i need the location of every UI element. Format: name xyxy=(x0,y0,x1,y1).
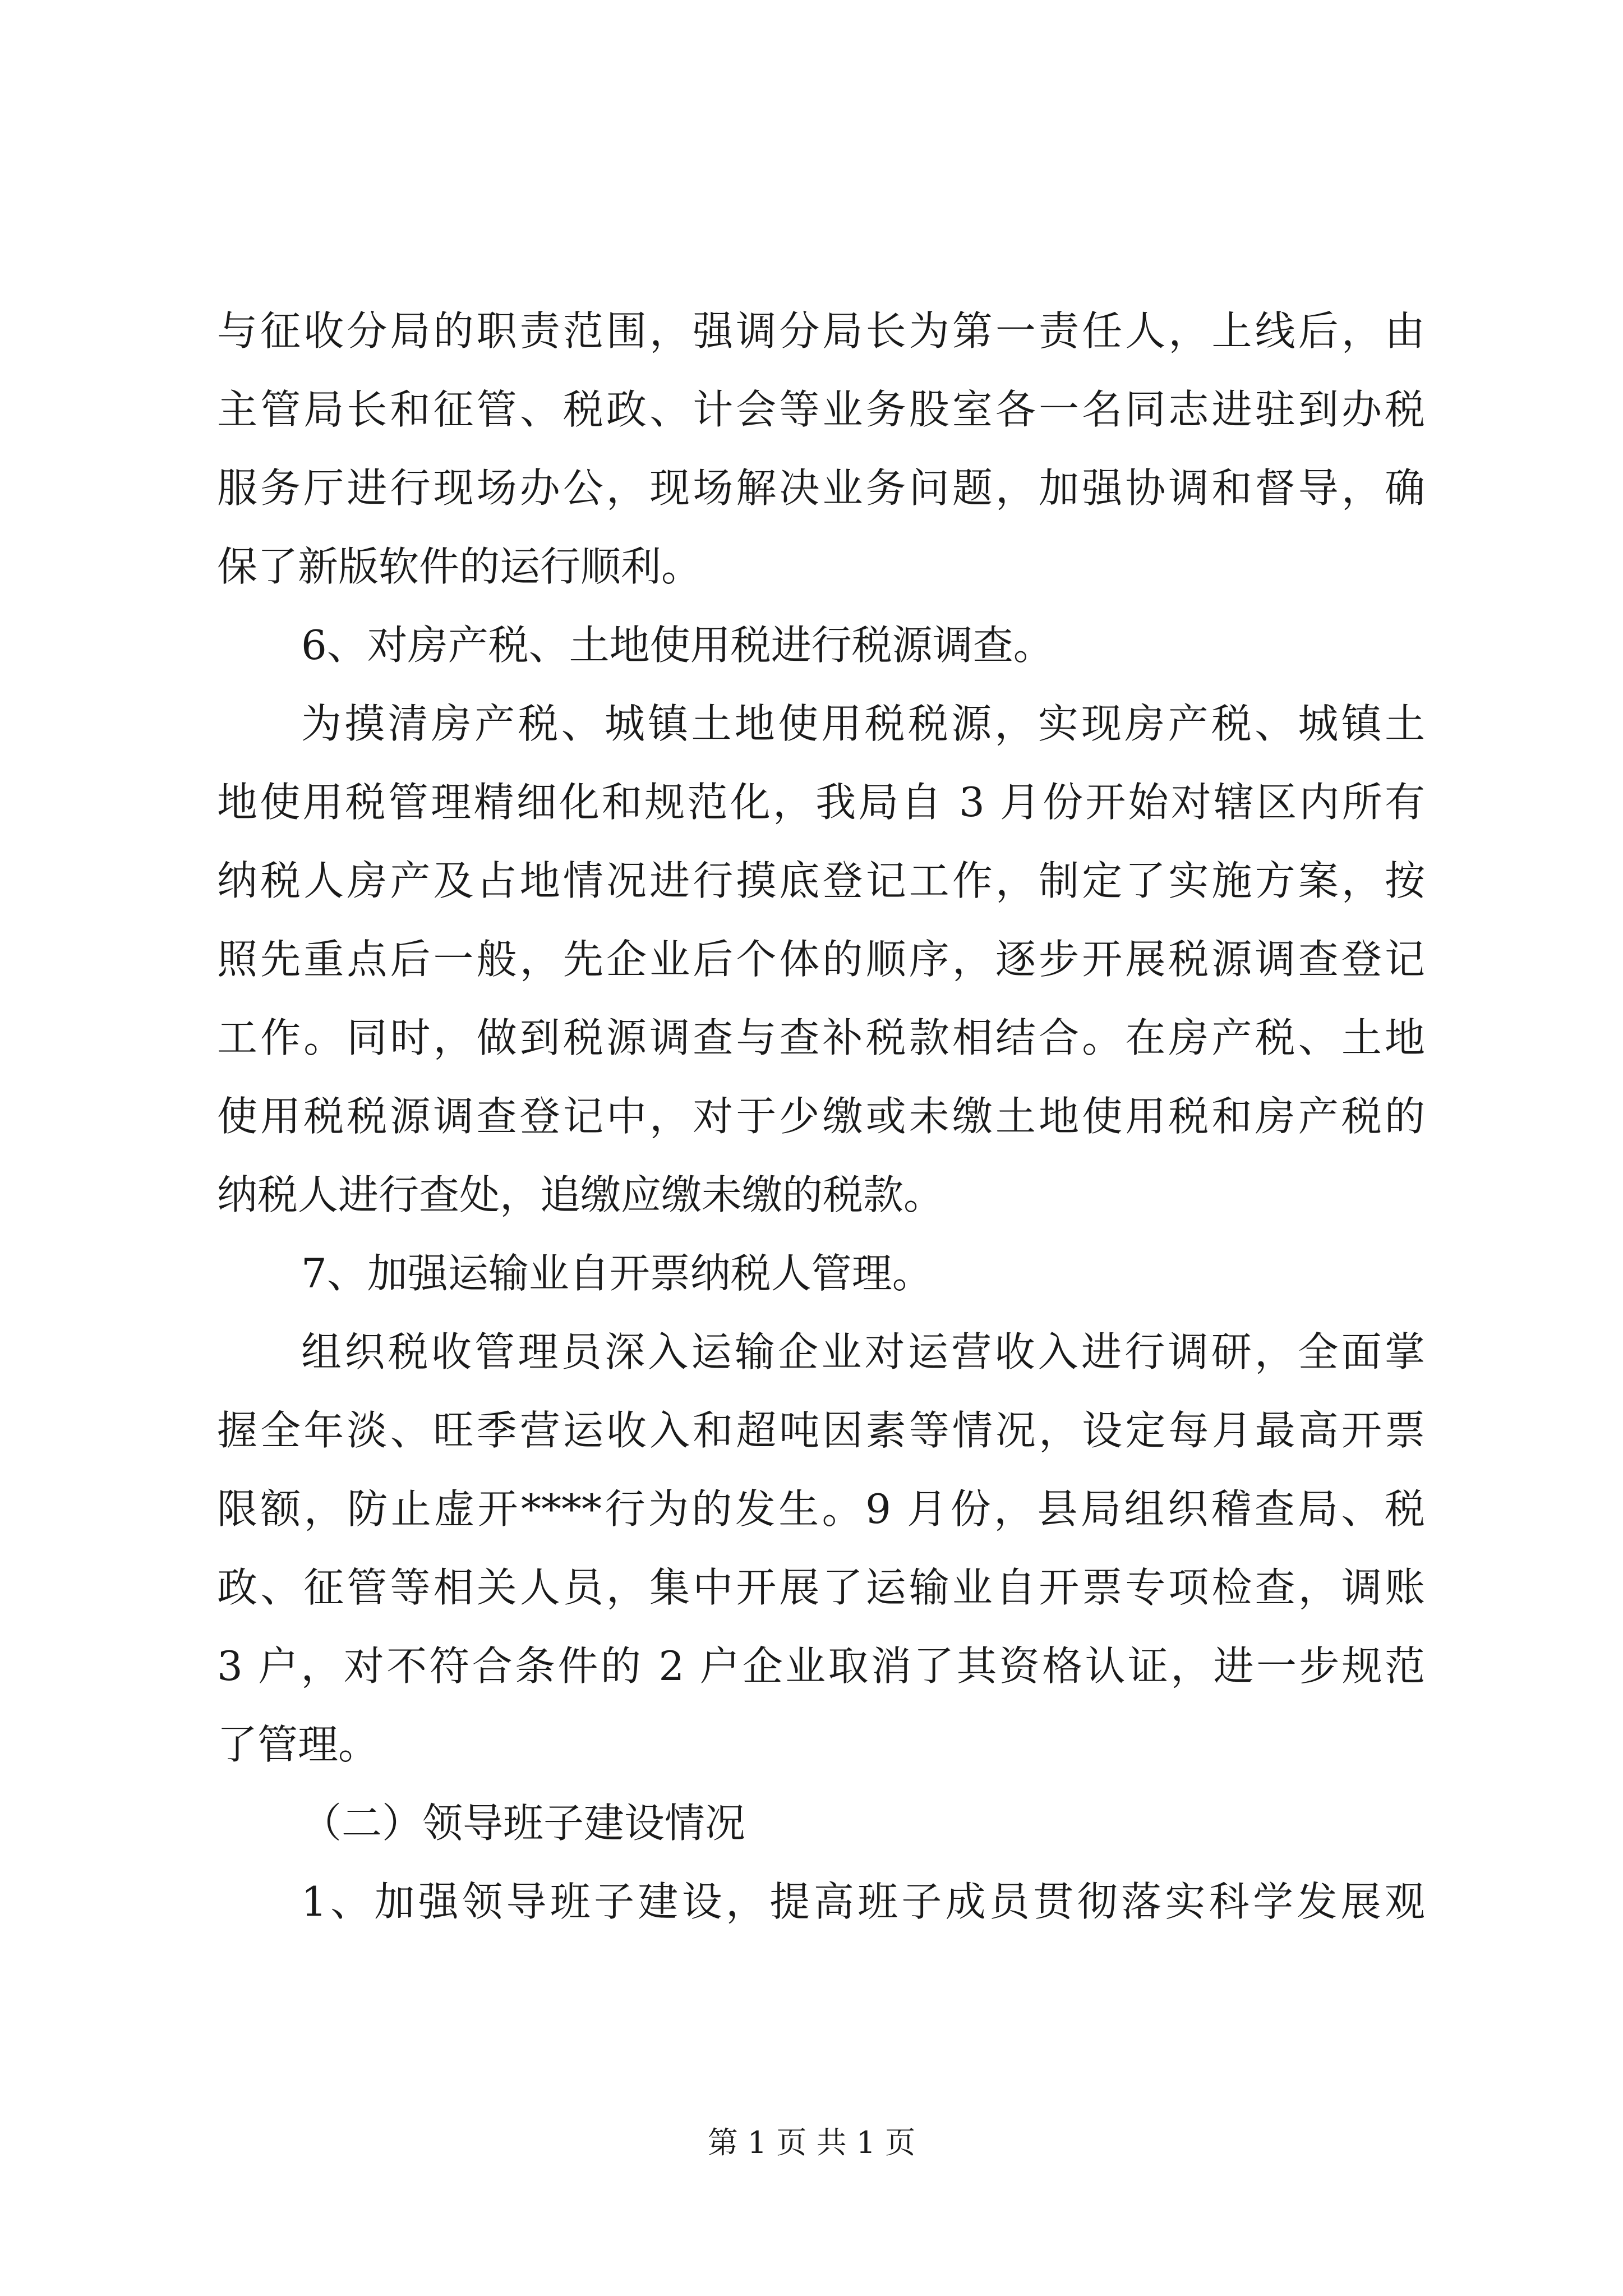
body-line: 照先重点后一般，先企业后个体的顺序，逐步开展税源调查登记 xyxy=(217,936,1425,983)
body-line: 纳税人进行查处，追缴应缴未缴的税款。 xyxy=(217,1171,944,1218)
body-line: 使用税税源调查登记中，对于少缴或未缴土地使用税和房产税的 xyxy=(217,1093,1425,1140)
body-line: 握全年淡、旺季营运收入和超吨因素等情况，设定每月最高开票 xyxy=(217,1407,1425,1454)
document-body xyxy=(217,292,1425,1941)
body-line: 地使用税管理精细化和规范化，我局自 3 月份开始对辖区内所有 xyxy=(217,779,1425,826)
body-line: 与征收分局的职责范围，强调分局长为第一责任人，上线后，由 xyxy=(217,307,1425,355)
body-line: 了管理。 xyxy=(217,1721,379,1768)
section-heading-1: 1、加强领导班子建设，提高班子成员贯彻落实科学发展观 xyxy=(301,1878,1425,1925)
body-line: 服务厅进行现场办公，现场解决业务问题，加强协调和督导，确 xyxy=(217,464,1425,512)
section-heading-2: （二）领导班子建设情况 xyxy=(301,1800,746,1847)
body-line: 保了新版软件的运行顺利。 xyxy=(217,543,702,590)
body-line: 工作。同时，做到税源调查与查补税款相结合。在房产税、土地 xyxy=(217,1014,1425,1061)
body-line: 限额，防止虚开****行为的发生。9 月份，县局组织稽查局、税 xyxy=(217,1485,1425,1533)
body-line: 纳税人房产及占地情况进行摸底登记工作，制定了实施方案，按 xyxy=(217,857,1425,904)
body-line: 主管局长和征管、税政、计会等业务股室各一名同志进驻到办税 xyxy=(217,386,1425,433)
body-line: 为摸清房产税、城镇土地使用税税源，实现房产税、城镇土 xyxy=(301,700,1425,747)
page-footer: 第 1 页 共 1 页 xyxy=(707,2125,916,2160)
body-line: 组织税收管理员深入运输企业对运营收入进行调研，全面掌 xyxy=(301,1328,1425,1375)
body-line: 3 户，对不符合条件的 2 户企业取消了其资格认证，进一步规范 xyxy=(217,1642,1425,1690)
section-heading-6: 6、对房产税、土地使用税进行税源调查。 xyxy=(301,622,1054,669)
body-line: 政、征管等相关人员，集中开展了运输业自开票专项检查，调账 xyxy=(217,1564,1425,1611)
section-heading-7: 7、加强运输业自开票纳税人管理。 xyxy=(301,1250,933,1297)
